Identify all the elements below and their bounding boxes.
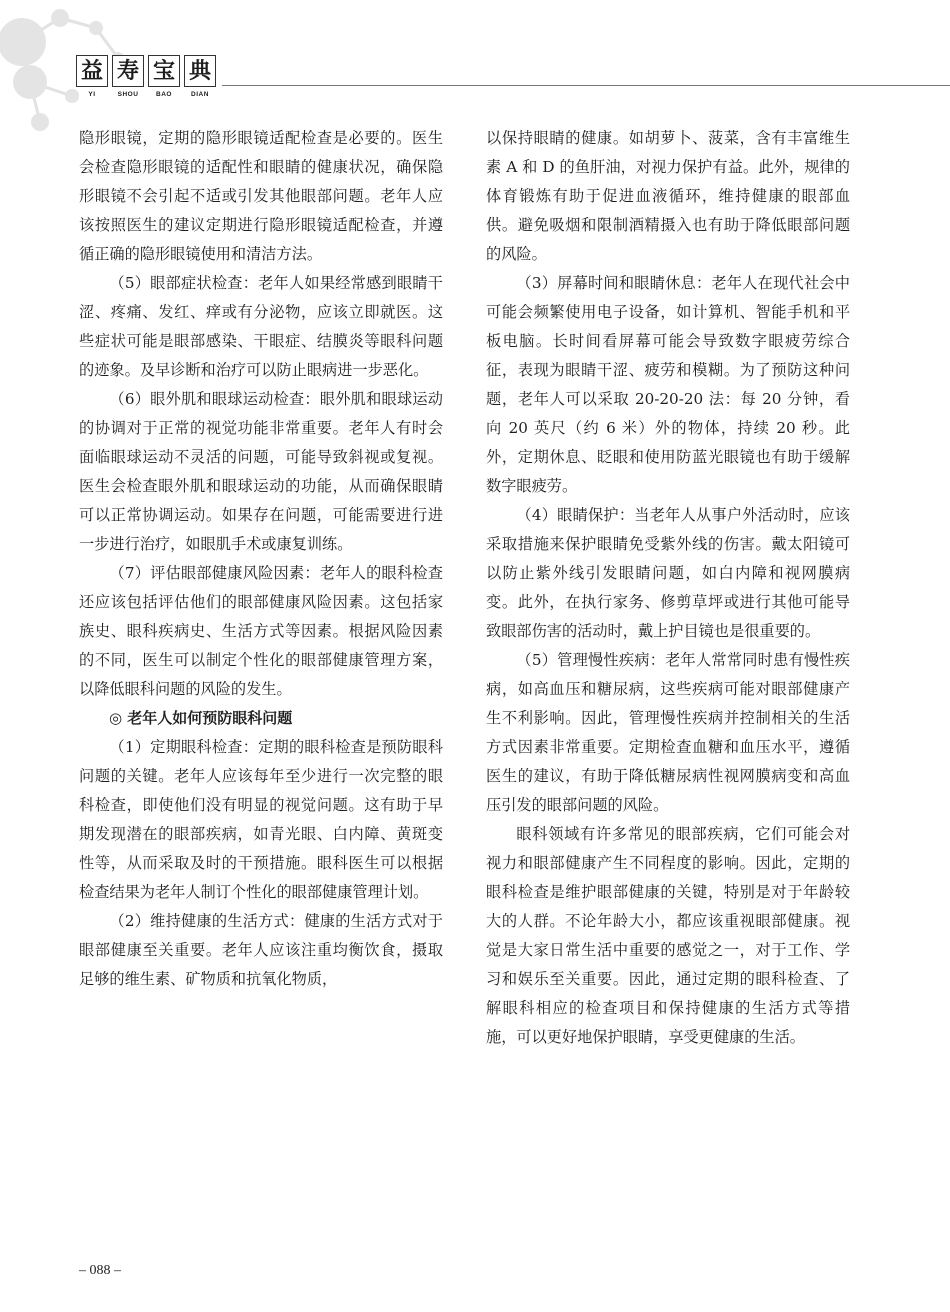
pinyin-syllable: YI (88, 91, 96, 98)
paragraph: （5）眼部症状检查：老年人如果经常感到眼睛干涩、疼痛、发红、痒或有分泌物，应该立即就医。这些症状可能是眼部感染、干眼症、结膜炎等眼科问题的迹象。及早诊断和治疗可以防止眼病进一步恶化。 (79, 274, 443, 379)
title-char: 宝 (148, 55, 180, 87)
paragraph: （5）管理慢性疾病：老年人常常同时患有慢性疾病，如高血压和糖尿病，这些疾病可能对眼部健康产生不利影响。因此，管理慢性疾病并控制相关的生活方式因素非常重要。定期检查血糖和血压水平，遵循医生的建议，有助于降低糖尿病性视网膜病变和高血压引发的眼部问题的风险。 (486, 651, 850, 814)
page-number: – 088 – (79, 1263, 121, 1278)
right-column (486, 124, 850, 1052)
paragraph: （7）评估眼部健康风险因素：老年人的眼科检查还应该包括评估他们的眼部健康风险因素。这包括家族史、眼科疾病史、生活方式等因素。根据风险因素的不同，医生可以制定个性化的眼部健康管理方案，以降低眼科问题的风险的发生。 (79, 564, 443, 698)
pinyin-syllable: BAO (156, 91, 172, 98)
paragraph: （2）维持健康的生活方式：健康的生活方式对于眼部健康至关重要。老年人应该注重均衡饮食，摄取足够的维生素、矿物质和抗氧化物质， (79, 912, 443, 988)
header-rule (222, 85, 950, 86)
paragraph: （6）眼外肌和眼球运动检查：眼外肌和眼球运动的协调对于正常的视觉功能非常重要。老年人有时会面临眼球运动不灵活的问题，可能导致斜视或复视。医生会检查眼外肌和眼球运动的功能，从而确保眼睛可以正常协调运动。如果存在问题，可能需要进行进一步进行治疗，如眼肌手术或康复训练。 (79, 390, 443, 553)
pinyin-syllable: DIAN (191, 91, 209, 98)
paragraph: （3）屏幕时间和眼睛休息：老年人在现代社会中可能会频繁使用电子设备，如计算机、智能手机和平板电脑。长时间看屏幕可能会导致数字眼疲劳综合征，表现为眼睛干涩、疲劳和模糊。为了预防这种问题，老年人可以采取 20-20-20 法：每 20 分钟，看向 20 英尺（约 6 米）外的物体，持续 20 秒。此外，定期休息、眨眼和使用防蓝光眼镜也有助于缓解数字眼疲劳。 (486, 274, 850, 495)
masthead-title (76, 55, 216, 87)
paragraph: （4）眼睛保护：当老年人从事户外活动时，应该采取措施来保护眼睛免受紫外线的伤害。戴太阳镜可以防止紫外线引发眼睛问题，如白内障和视网膜病变。此外，在执行家务、修剪草坪或进行其他可能导致眼部伤害的活动时，戴上护目镜也是很重要的。 (486, 506, 850, 640)
masthead (76, 55, 216, 98)
paragraph: （1）定期眼科检查：定期的眼科检查是预防眼科问题的关键。老年人应该每年至少进行一次完整的眼科检查，即使他们没有明显的视觉问题。这有助于早期发现潜在的眼部疾病，如青光眼、白内障、黄斑变性等，从而采取及时的干预措施。眼科医生可以根据检查结果为老年人制订个性化的眼部健康管理计划。 (79, 738, 443, 901)
paragraph: 眼科领域有许多常见的眼部疾病，它们可能会对视力和眼部健康产生不同程度的影响。因此，定期的眼科检查是维护眼部健康的关键，特别是对于年龄较大的人群。不论年龄大小，都应该重视眼部健康。视觉是大家日常生活中重要的感觉之一，对于工作、学习和娱乐至关重要。因此，通过定期的眼科检查、了解眼科相应的检查项目和保持健康的生活方式等措施，可以更好地保护眼睛，享受更健康的生活。 (486, 825, 850, 1046)
pinyin-syllable: SHOU (117, 91, 139, 98)
title-char: 寿 (112, 55, 144, 87)
title-char: 典 (184, 55, 216, 87)
title-char: 益 (76, 55, 108, 87)
masthead-pinyin (76, 91, 216, 98)
left-column (79, 124, 443, 994)
section-heading: ◎ 老年人如何预防眼科问题 (109, 709, 293, 727)
paragraph: 隐形眼镜，定期的隐形眼镜适配检查是必要的。医生会检查隐形眼镜的适配性和眼睛的健康状况，确保隐形眼镜不会引起不适或引发其他眼部问题。老年人应该按照医生的建议定期进行隐形眼镜适配检查，并遵循正确的隐形眼镜使用和清洁方法。 (79, 129, 443, 263)
paragraph: 以保持眼睛的健康。如胡萝卜、菠菜，含有丰富维生素 A 和 D 的鱼肝油，对视力保护有益。此外，规律的体育锻炼有助于促进血液循环，维持健康的眼部血供。避免吸烟和限制酒精摄入也有助于降低眼部问题的风险。 (486, 129, 850, 263)
